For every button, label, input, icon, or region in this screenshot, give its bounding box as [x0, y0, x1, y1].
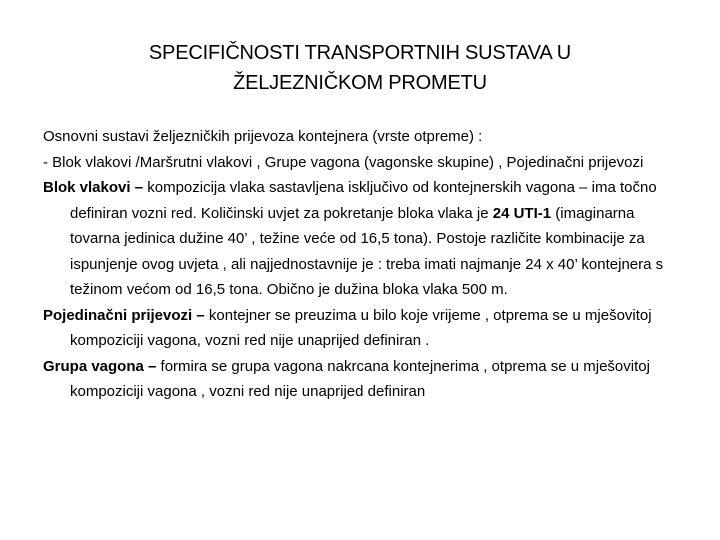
block-trains-text-2: (imaginarna tovarna jedinica dužine 40’ , težine veće od 16,5 tona). Postoje različite kombinacije za ispunjenje ovog uvjeta , ali najjednostavnije je : treba imati najmanje 24 x 40’ kontejnera s težinom većom od 16,5 tona. Obično je dužina bloka vlaka 500 m.	[70, 204, 664, 298]
intro-text: Osnovni sustavi željezničkih prijevoza kontejnera (vrste otpreme) :	[43, 128, 483, 145]
single-transport-paragraph	[43, 303, 683, 354]
block-trains-paragraph	[43, 175, 683, 303]
intro-paragraph	[43, 124, 683, 150]
slide-title	[60, 38, 660, 98]
single-transport-text: kontejner se preuzima u bilo koje vrijeme , otprema se u mješovitoj kompoziciji vagona, vozni red nije unaprijed definiran .	[70, 306, 652, 349]
wagon-group-term: Grupa vagona –	[43, 357, 157, 375]
single-transport-term: Pojedinačni prijevozi –	[43, 306, 205, 324]
wagon-group-paragraph	[43, 354, 683, 405]
block-trains-highlight: 24 UTI-1	[492, 204, 552, 222]
slide-body	[43, 124, 683, 405]
block-trains-text-1: kompozicija vlaka sastavljena isključivo od kontejnerskih vagona – ima točno definiran vozni red. Količinski uvjet za pokretanje bloka vlaka je	[70, 179, 657, 222]
types-list-text: - Blok vlakovi /Maršrutni vlakovi , Grupe vagona (vagonske skupine) , Pojedinačni prijevozi	[43, 153, 644, 171]
title-line-1: SPECIFIČNOSTI TRANSPORTNIH SUSTAVA U	[148, 42, 572, 64]
types-list-paragraph	[43, 150, 683, 176]
wagon-group-text: formira se grupa vagona nakrcana kontejnerima , otprema se u mješovitoj kompoziciji vagona , vozni red nije unaprijed definiran	[70, 357, 650, 400]
block-trains-term: Blok vlakovi –	[43, 179, 144, 196]
title-line-2: ŽELJEZNIČKOM PROMETU	[233, 72, 487, 94]
